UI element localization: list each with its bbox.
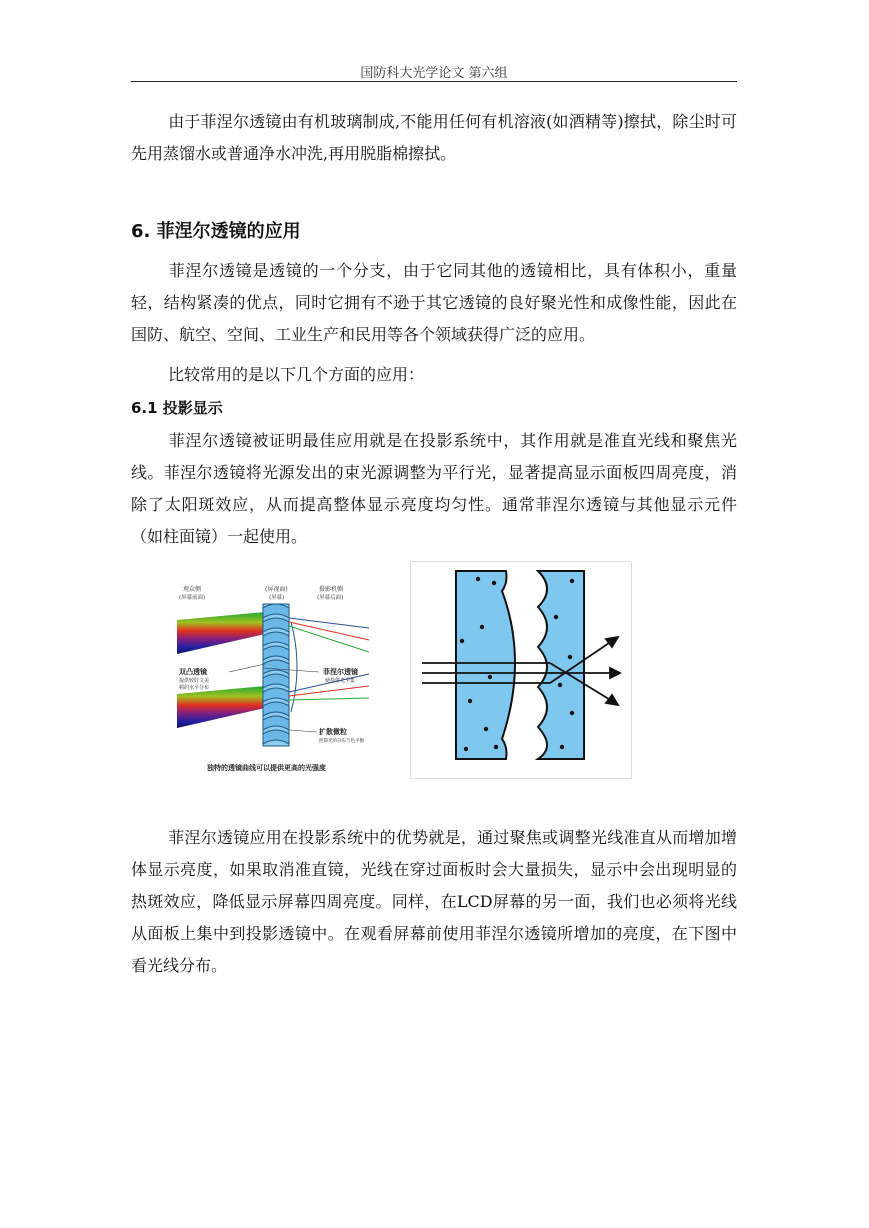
label-biconvex-sub2: 顿的水平分布	[179, 685, 210, 691]
lens-stack	[263, 604, 297, 746]
header-rule	[131, 81, 737, 82]
paragraph-6a: 菲涅尔透镜是透镜的一个分支，由于它同其他的透镜相比，具有体积小，重量轻，结构紧凑的优点，同时它拥有不逊于其它透镜的良好聚光性和成像性能，因此在国防、航空、空间、工业生产和民用等各个领域获得广泛的应用。	[131, 261, 737, 344]
label-biconvex-sub1: 提供较好文美	[179, 678, 210, 684]
label-projector: 摄影机侧	[319, 586, 344, 593]
paragraph-intro: 由于菲涅尔透镜由有机玻璃制成,不能用任何有机溶液(如酒精等)擦拭，除尘时可先用蒸馏水或普通净水冲洗,再用脱脂棉擦拭。	[131, 112, 737, 163]
label-viewer: 观众侧	[183, 586, 202, 593]
section-6-title: 6. 菲涅尔透镜的应用	[131, 221, 301, 242]
label-viewer-sub: (屏幕前面)	[179, 595, 206, 601]
paragraph-6b: 比较常用的是以下几个方面的应用：	[168, 365, 425, 384]
light-beam-top	[177, 612, 265, 654]
figure-fresnel-lens-diagram	[410, 561, 632, 779]
label-screen-sub: (屏幕)	[269, 595, 285, 601]
paragraph-61b: 菲涅尔透镜应用在投影系统中的优势就是，通过聚焦或调整光线准直从而增加增体显示亮度，如果取消准直镜，光线在穿过面板时会大量损失，显示中会出现明显的热斑效应，降低显示屏幕四周亮度。同样，在LCD屏幕的另一面，我们也必须将光线从面板上集中到投影透镜中。在观看屏幕前使用菲涅尔透镜所增加的亮度，在下图中看光线分布。	[131, 828, 737, 975]
label-biconvex: 双凸透镜	[179, 668, 207, 676]
label-fresnel-sub: 使投射光至集	[325, 678, 356, 684]
label-fresnel: 菲涅尔透镜	[323, 668, 358, 676]
paragraph-61a: 菲涅尔透镜被证明最佳应用就是在投影系统中，其作用就是准直光线和聚焦光线。菲涅尔透镜将光源发出的束光源调整为平行光，显著提高显示面板四周亮度，消除了太阳斑效应，从而提高整体显示亮度均匀性。通常菲涅尔透镜与其他显示元件（如柱面镜）一起使用。	[131, 431, 737, 546]
figure-left-caption: 独特的透镜曲线可以提供更高的光强度	[207, 764, 326, 772]
label-diffuse-sub: 控制光的分布与色平衡	[319, 739, 364, 744]
section-6-1-title: 6.1 投影显示	[131, 399, 223, 417]
figure-projection-screen	[173, 582, 385, 774]
label-screen: (屏视面)	[265, 586, 288, 593]
label-projector-sub: (屏幕后面)	[317, 595, 344, 601]
light-beam-bottom	[177, 686, 265, 728]
label-diffuse: 扩散微粒	[319, 728, 347, 736]
rays-right	[289, 618, 369, 700]
page-header: 国防科大光学论文 第六组	[360, 66, 508, 81]
